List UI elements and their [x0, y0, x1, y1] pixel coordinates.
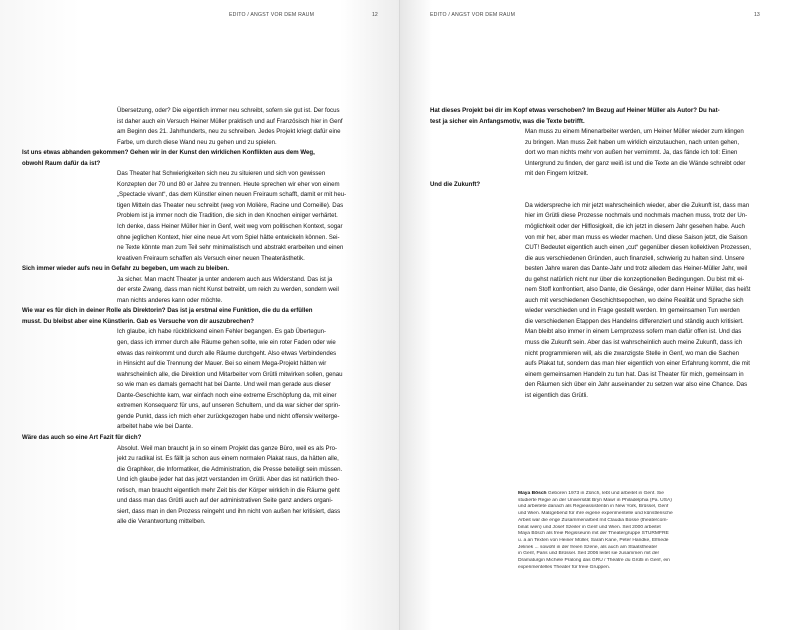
- bio-name: Maya Bösch: [518, 491, 547, 496]
- right-body-text: [430, 106, 760, 401]
- answer-line: Ich glaube, ich habe rückblickend einen Fehler begangen. Es gab Übertegun-: [117, 328, 327, 336]
- answer-line: „Spectacle vivant“, das dem Künstler einen neuen Freiraum schafft, damit er mit heu-: [117, 191, 347, 199]
- bio-line: studierte Regie an der Universität Bryn Mawr in Philadelphia (Pa. USA): [518, 497, 672, 503]
- answer-line: die Graphiker, die Informatiker, die Administration, die Presse beteiligt sein müssen.: [117, 465, 343, 473]
- answer-line: Farbe, um durch diese Wand neu zu gehen und zu spielen.: [117, 138, 277, 146]
- answer-line: kreativen Freiraum schaffen als Versuch einer neuen Theaterästhetik.: [117, 254, 305, 262]
- answer-line: wieder verschieden und in Frage gestellt werden. Im gemeinsamen Tun werden: [525, 307, 740, 315]
- answer-line: möglichkeit oder der Hilflosigkeit, die ich jetzt in diesem Jahr gesehen habe. Auch: [525, 223, 745, 231]
- answer-line: mit den Fingern kritzelt.: [525, 170, 589, 178]
- bio-line: [518, 491, 728, 498]
- bio-line: und arbeitete danach als Regieassistentin in New York, Brüssel, Genf: [518, 504, 669, 510]
- bio-text: Geboren 1973 in Zürich, lebt und arbeitet in Genf. Sie: [547, 491, 664, 496]
- answer-line: den Räumen sich über ein Jahr auseinander zu setzen war also eine Chance. Das: [525, 381, 748, 389]
- answer-line: tigen Mitteln das Theater neu schreibt (weg von Molière, Racine und Corneille). Das: [117, 201, 344, 209]
- answer-line: am Beginn des 21. Jahrhunderts, neu zu schreiben. Jedes Projekt kriegt dafür eine: [117, 128, 341, 136]
- answer-line: CUT! Bedeutet eigentlich auch einen „cut“ gegenüber diesen kollektiven Prozessen,: [525, 244, 751, 252]
- answer-line: und dass man das Grütli auch auf der administrativen Seite ganz anders organi-: [117, 497, 333, 505]
- question-line: test ja sicher ein Anfangsmotiv, was die Texte betrifft.: [430, 117, 585, 125]
- answer-line: Das Theater hat Schwierigkeiten sich neu zu situieren und sich von gewissen: [117, 170, 326, 178]
- bio-line: experimentelles Theater für freie Gruppen.: [518, 564, 611, 570]
- bio-line: Jelinek ... sowohl in der freien Szene, als auch am Staatstheater: [518, 544, 658, 550]
- answer-line: etwas das reinkommt und durch alle Räume durchgeht. Also etwas Verbindendes: [117, 349, 337, 357]
- answer-line: Übersetzung, oder? Die eigentlich immer neu schreibt, sofern sie gut ist. Der focus: [117, 107, 340, 114]
- answer-line: Dante-Geschichte kam, war einfach noch eine extreme Erschöpfung da, mit einer: [117, 391, 337, 399]
- bio-line: Arbeit war die enge Zusammenarbeit mit Claudia Bosse (theatercom-: [518, 517, 669, 523]
- bio-line: in Genf, Paris und Brüssel. Seit 2006 leitet sie zusammen mit der: [518, 551, 660, 557]
- bio-line: binat wien) und Josef Szeiler in Genf und Wien. Seit 2000 arbeitet: [518, 524, 661, 530]
- answer-line: einem gemeinsamen Handeln zu tun hat. Das ist Theater für mich, gemeinsam in: [525, 370, 744, 378]
- answer-line: Da widerspreche ich mir jetzt wahrscheinlich wieder, aber die Zukunft ist, dass man: [525, 201, 750, 209]
- page-number: 13: [754, 12, 760, 18]
- answer-line: ohne jeglichen Kontext, hier eine neue Art vom Spiel hätte entwickeln können. Sei-: [117, 233, 340, 241]
- answer-line: retisch, man braucht eigentlich mehr Zeit bis der Körper wirklich in die Räume geht: [117, 486, 340, 494]
- paragraph-gap: [430, 190, 760, 201]
- running-head: EDITO / ANGST VOR DEM RAUM: [430, 12, 516, 18]
- question-line: Und die Zukunft?: [430, 180, 481, 188]
- answer-line: Man muss zu einem Minenarbeiter werden, um Heiner Müller wieder zum klingen: [525, 128, 744, 136]
- answer-line: Problem ist ja immer noch die Tradition, die sich in den Knochen einiger verhärtet.: [117, 212, 338, 220]
- answer-line: hier im Grütli diese Prozesse nochmals und nochmals machen muss, trotz der Un-: [525, 212, 748, 220]
- bio-line: Dramaturgin Michèle Pralong das GRÜ / Théâtre du Grütli in Genf, ein: [518, 558, 670, 564]
- answer-line: so wie man es damals gemacht hat bei Dante. Und weil man gerade aus dieser: [117, 381, 332, 389]
- answer-line: ne Texte könnte man zum Teil sehr minimalistisch und abstrakt erarbeiten und einen: [117, 244, 344, 252]
- answer-line: aufs Plakat tut, sondern das man hier eigentlich von einer Erfahrung kommt, die mit: [525, 360, 750, 368]
- answer-line: in Hinsicht auf die Trennung der Mauer. Bei so einem Mega-Projekt hätten wir: [117, 360, 327, 368]
- answer-line: jekt zu radikal ist. Es fällt ja schon aus einem normalen Plakat raus, da hätten alle,: [117, 455, 339, 463]
- answer-line: gen, dass ich immer durch alle Räume gehen sollte, wie ein roter Faden oder wie: [117, 339, 336, 347]
- answer-line: man nichts anderes kann oder möchte.: [117, 296, 223, 304]
- question-line: musst. Du bleibst aber eine Künstlerin. Gab es Versuche von dir auszubrechen?: [22, 317, 254, 325]
- answer-line: ist eigentlich das Grütli.: [525, 391, 588, 399]
- bio-line: und Wien. Maßgebend für ihre eigene experimentelle und künstlerische: [518, 511, 673, 517]
- answer-line: Absolut. Weil man braucht ja in so einem Projekt das ganze Büro, weil es als Pro-: [117, 444, 338, 452]
- question-line: Hat dieses Projekt bei dir im Kopf etwas verschoben? Im Bezug auf Heiner Müller als Autor? Du hat-: [430, 107, 720, 114]
- answer-line: Ja sicher. Man macht Theater ja unter anderem auch aus Widerstand. Das ist ja: [117, 275, 333, 283]
- answer-line: nicht programmieren will, als die zwanzigste Stelle in Genf, wo man die Sachen: [525, 349, 740, 357]
- author-bio: [518, 491, 728, 571]
- answer-line: muss die Zukunft sein. Aber das ist wahrscheinlich auch meine Zukunft, dass ich: [525, 339, 743, 347]
- answer-line: gende Punkt, dass ich mich eher zurückgezogen habe und nicht offensiv weiterge-: [117, 412, 340, 420]
- right-page: [400, 0, 800, 630]
- answer-line: Man bleibt also immer in einem Lernprozess sofern man dafür offen ist. Und das: [525, 328, 742, 336]
- running-head: EDITO / ANGST VOR DEM RAUM: [229, 12, 315, 18]
- answer-line: von mir her, aber man muss es wieder machen. Und diese Saison jetzt, die Saison: [525, 233, 748, 241]
- left-body-text: [22, 106, 363, 528]
- answer-line: der erste Zwang, dass man nicht Kunst betreibt, um reich zu werden, sondern weil: [117, 286, 339, 294]
- answer-line: zu bringen. Man muss Zeit haben um wirklich einzutauchen, nach unten gehen,: [525, 138, 740, 146]
- answer-line: alle die Verantwortung mittelben.: [117, 518, 206, 526]
- answer-line: wahrscheinlich alle, die Direktion und Mitarbeiter vom Grütli mitwirken sollen, genau: [117, 370, 343, 378]
- bio-line: Maya Bösch als freie Regisseurin mit der Theatergruppe STURMFRE: [518, 531, 669, 537]
- answer-line: siert, dass man in den Prozess reingeht und ihn nicht von außen her kritisiert, dass: [117, 507, 341, 515]
- answer-line: ist daher auch ein Versuch Heiner Müller praktisch und auf Französisch hier in Genf: [117, 117, 343, 125]
- question-line: Wie war es für dich in deiner Rolle als Direktorin? Das ist ja erstmal eine Funktion, die du da erfüllen: [22, 307, 313, 315]
- question-line: Sich immer wieder aufs neu in Gefahr zu begeben, um wach zu bleiben.: [22, 265, 229, 273]
- answer-line: Ich denke, dass Heiner Müller hier in Genf, weit weg vom politischen Kontext, sogar: [117, 223, 343, 231]
- answer-line: arbeitet habe wie bei Dante.: [117, 423, 193, 431]
- answer-line: besten Jahre waren das Dante-Jahr und trotz alledem das Heiner-Müller Jahr, weil: [525, 265, 748, 273]
- answer-line: Untergrund zu finden, der ganz weiß ist und die Texte an die Wände schreibt oder: [525, 159, 746, 167]
- answer-line: du gehst natürlich nicht nur über die konzeptionellen Bedingungen. Du bist mit ei-: [525, 275, 745, 283]
- answer-line: nem Stoff konfrontiert, also Dante, die Gesänge, oder dann Heiner Müller, das heißt: [525, 286, 751, 294]
- question-line: Ist uns etwas abhanden gekommen? Gehen wir in der Kunst den wirklichen Konflikten aus dem Weg,: [22, 149, 315, 157]
- answer-line: die aus verschiedenen Gründen, auch finanziell, schwierig zu halten sind. Unsere: [525, 254, 745, 262]
- answer-line: auch mit verschiedenen Geschichtsepochen, wo deine Realität und Sprache sich: [525, 296, 744, 304]
- question-line: Wäre das auch so eine Art Fazit für dich?: [22, 433, 142, 441]
- question-line: obwohl Raum dafür da ist?: [22, 159, 101, 167]
- bio-line: u. a an Texten von Heiner Müller, Sarah Kane, Peter Handke, Elfriede: [518, 537, 669, 543]
- answer-line: die verschiedenen Etappen des Handelns differenziert und ständig auch kritisiert.: [525, 317, 744, 325]
- answer-line: extremen Konsequenz für uns, auf unseren Schultern, und da war sicher der sprin-: [117, 402, 341, 410]
- answer-line: Konzepten der 70 und 80 er Jahre zu trennen. Heute sprechen wir eher von einem: [117, 180, 340, 188]
- answer-line: dort wo man nichts mehr von außen her vernimmt. Ja, das fände ich toll: Einen: [525, 149, 738, 157]
- answer-line: Und ich glaube jeder hat das jetzt verstanden im Grütli. Aber das ist natürlich theo-: [117, 476, 340, 484]
- page-number: 12: [372, 12, 378, 18]
